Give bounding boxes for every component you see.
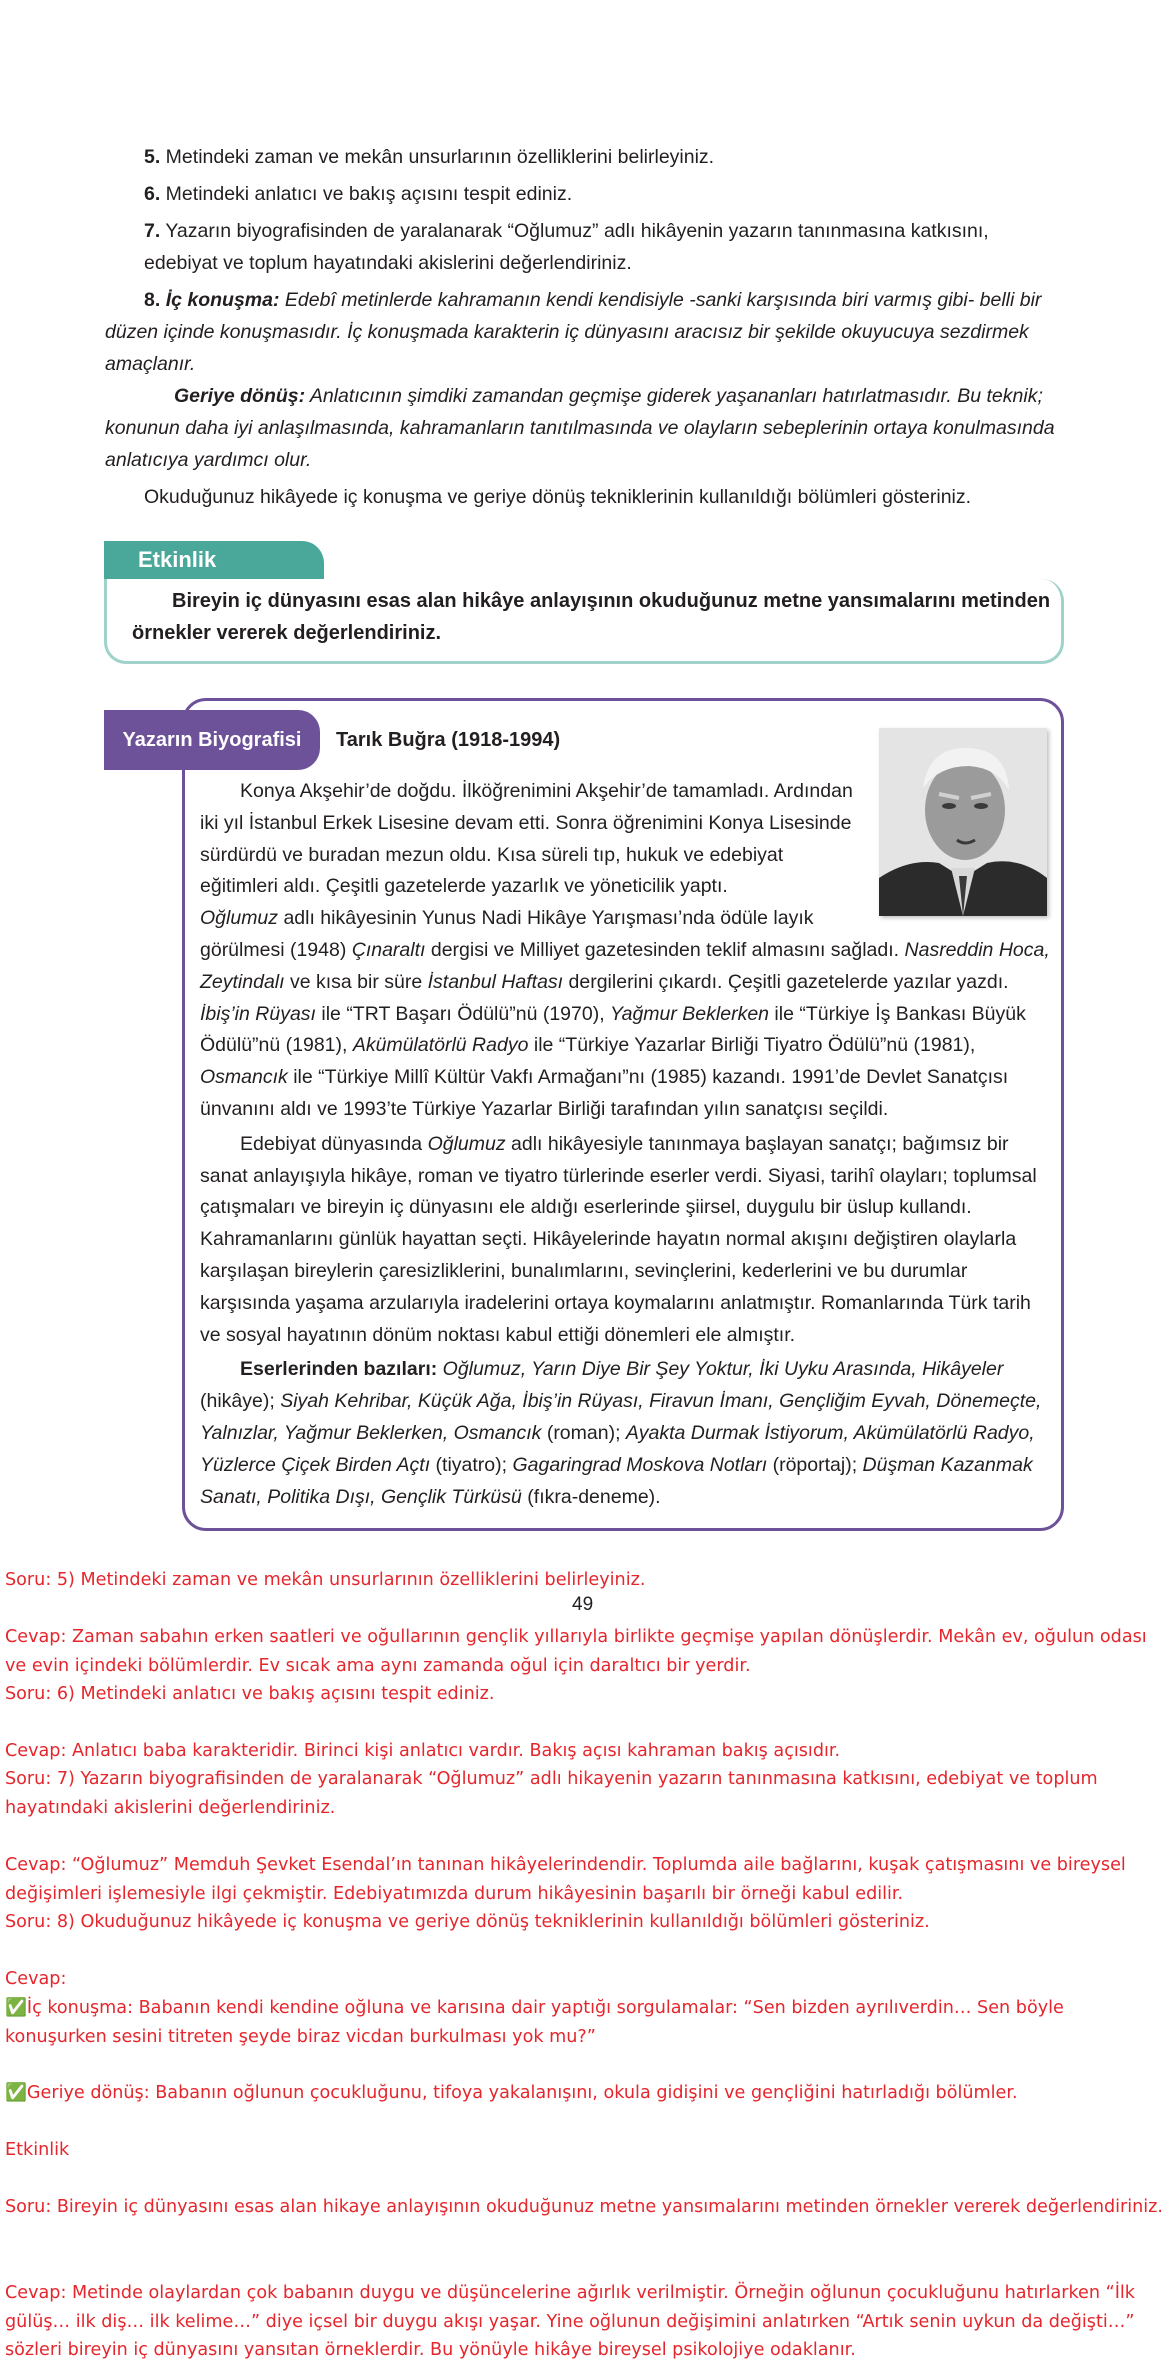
answer-activity-label: Etkinlik [5,2140,70,2160]
answer-a6: Cevap: Anlatıcı baba karakteridir. Birinci kişi anlatıcı vardır. Bakış açısı kahraman bakış açısıdır. [5,1741,841,1761]
answer-a7: Cevap: “Oğlumuz” Memduh Şevket Esendal’ın tanınan hikâyelerindendir. Toplumda aile bağlarını, kuşak çatışmasını ve bireysel değişimleri işlemesiyle ilgi çekmiştir. Edebiyatımızda durum hikâyesinin başarılı bir örneği kabul edilir. [5,1855,1132,1904]
exercise-5: 5. Metindeki zaman ve mekân unsurlarının özelliklerini belirleyiniz. [144,146,715,168]
answer-a8-inner-monologue: ✅İç konuşma: Babanın kendi kendine oğluna ve karısına dair yaptığı sorgulamalar: “Sen bizden ayrılıverdin… Sen böyle konuşurken sesini titreten şeyde biraz vicdan burkulması yok mu?” [5,1998,1070,2047]
author-name: Tarık Buğra (1918-1994) [336,729,561,751]
answer-q6: Soru: 6) Metindeki anlatıcı ve bakış açısını tespit ediniz. [5,1684,495,1704]
answer-activity-question: Soru: Bireyin iç dünyasını esas alan hikaye anlayışının okuduğunuz metne yansımalarını metinden örnekler vererek değerlendiriniz. [5,2197,1164,2217]
activity-text: Bireyin iç dünyasını esas alan hikâye anlayışının okuduğunuz metne yansımalarını metinden örnekler vererek değerlendiriniz. [132,590,1051,644]
answer-a8-flashback: ✅Geriye dönüş: Babanın oğlunun çocukluğunu, tifoya yakalanışını, okula gidişini ve gençliğini hatırladığı bölümler. [5,2083,1018,2103]
biography-text [200,776,1052,1513]
biography-tab: Yazarın Biyografisi [104,710,320,770]
answer-q7: Soru: 7) Yazarın biyografisinden de yaralanarak “Oğlumuz” adlı hikayenin yazarın tanınmasına katkısını, edebiyat ve toplum hayatındaki akislerini değerlendiriniz. [5,1769,1104,1818]
exercise-7: 7. Yazarın biyografisinden de yaralanarak “Oğlumuz” adlı hikâyenin yazarın tanınmasına katkısını, edebiyat ve toplum hayatındaki akislerini değerlendiriniz. [144,220,989,274]
bio-works: Eserlerinden bazıları: Oğlumuz, Yarın Diye Bir Şey Yoktur, İki Uyku Arasında, Hikâyeler (hikâye); Siyah Kehribar, Küçük Ağa, İbiş’in Rüyası, Firavun İmanı, Gençliğim Eyvah, Dönemeçte, Yalnızlar, Yağmur Beklerken, Osmancık (roman); Ayakta Durmak İstiyorum, Akümülatörlü Radyo, Yüzlerce Çiçek Birden Açtı (tiyatro); Gagaringrad Moskova Notları (röportaj); Düşman Kazanmak Sanatı, Politika Dışı, Gençlik Türküsü (fıkra-deneme). [200,1358,1042,1508]
exercise-6: 6. Metindeki anlatıcı ve bakış açısını tespit ediniz. [144,183,573,205]
answer-a5: Cevap: Zaman sabahın erken saatleri ve oğullarının gençlik yıllarıyla birlikte geçmişe yapılan dönüşlerdir. Mekân ev, oğulun odası ve evin içindeki bölümlerdir. Ev sıcak ama aynı zamanda oğul için daraltıcı bir yerdir. [5,1627,1153,1676]
bio-paragraph-1: Konya Akşehir’de doğdu. İlköğrenimini Akşehir’de tamamladı. Ardından iki yıl İstanbul Erkek Lisesine devam etti. Sonra öğrenimini Konya Lisesinde sürdürdü ve buradan mezun oldu. Kısa süreli tıp, hukuk ve edebiyat eğitimleri aldı. Çeşitli gazetelerde yazarlık ve yöneticilik yaptı. [200,780,853,898]
answer-q8: Soru: 8) Okuduğunuz hikâyede iç konuşma ve geriye dönüş tekniklerinin kullanıldığı bölümleri gösteriniz. [5,1912,930,1932]
exercise-list [105,141,1064,513]
bio-paragraph-1b: Oğlumuz adlı hikâyesinin Yunus Nadi Hikâye Yarışması’nda ödüle layık [200,907,814,930]
answer-activity-answer: Cevap: Metinde olaylardan çok babanın duygu ve düşüncelerine ağırlık verilmiştir. Örneğin oğlunun çocukluğunu hatırlarken “İlk gülüş… ilk diş… ilk kelime…” diye içsel bir duygu akışı yaşar. Yine oğlunun değişimini anlatırken “Artık senin uykun da değişti…” sözleri bireyin iç dünyasını yansıtan örneklerdir. Bu yönüyle hikâye bireysel psikolojiye odaklanır. [5,2283,1141,2360]
exercise-8-task: Okuduğunuz hikâyede iç konuşma ve geriye dönüş tekniklerinin kullanıldığı bölümleri gösteriniz. [144,486,972,508]
exercise-8: 8. İç konuşma: Edebî metinlerde kahramanın kendi kendisiyle -sanki karşısında biri varmış gibi- belli bir düzen içinde konuşmasıdır. İç konuşmada karakterin iç dünyasını aracısız bir şekilde okuyucuya sezdirmek amaçlanır. [105,289,1042,375]
bio-paragraph-2: görülmesi (1948) Çınaraltı dergisi ve Milliyet gazetesinden teklif almasını sağladı. Nasreddin Hoca, Zeytindalı ve kısa bir süre İstanbul Haftası dergilerini çıkardı. Çeşitli gazetelerde yazılar yazdı. İbiş’in Rüyası ile “TRT Başarı Ödülü”nü (1970), Yağmur Beklerken ile “Türkiye İş Bankası Büyük Ödülü”nü (1981), Akümülatörlü Radyo ile “Türkiye Yazarlar Birliği Tiyatro Ödülü”nü (1981), Osmancık ile “Türkiye Millî Kültür Vakfı Armağanı”nı (1985) kazandı. 1991’de Devlet Sanatçısı ünvanını aldı ve 1993’te Türkiye Yazarlar Birliği tarafından yılın sanatçısı seçildi. [200,938,1050,1120]
bio-paragraph-3: Edebiyat dünyasında Oğlumuz adlı hikâyesiyle tanınmaya başlayan sanatçı; bağımsız bir sanat anlayışıyla hikâye, roman ve tiyatro türlerinde eserler verdi. Siyasi, tarihî olayları; toplumsal çatışmaları ve bireyin iç dünyasını ele aldığı eserlerinde şiirsel, duygulu bir üslup kullandı. Kahramanlarını günlük hayattan seçti. Hikâyelerinde hayatın normal akışını değiştiren olaylarla karşılaşan bireylerin çaresizliklerini, bunalımlarını, sevinçlerini, kederlerini ve bu durumlar karşısında yaşama arzularıyla iradelerini ortaya koymalarını anlatmıştır. Romanlarında Türk tarih ve sosyal hayatının dönüm noktası kabul ettiği dönemleri ele almıştır. [200,1132,1037,1346]
page-number: 49 [572,1594,594,1615]
activity-tab: Etkinlik [104,541,324,579]
answer-q5: Soru: 5) Metindeki zaman ve mekân unsurlarının özelliklerini belirleyiniz. [5,1570,646,1590]
answer-a8-label: Cevap: [5,1969,67,1989]
flashback-definition: Geriye dönüş: Anlatıcının şimdiki zamandan geçmişe giderek yaşananları hatırlatmasıdır. Bu teknik; konunun daha iyi anlaşılmasında, kahramanların tanıtılmasında ve olayların sebeplerinin ortaya konulmasında anlatıcıya yardımcı olur. [105,385,1055,471]
